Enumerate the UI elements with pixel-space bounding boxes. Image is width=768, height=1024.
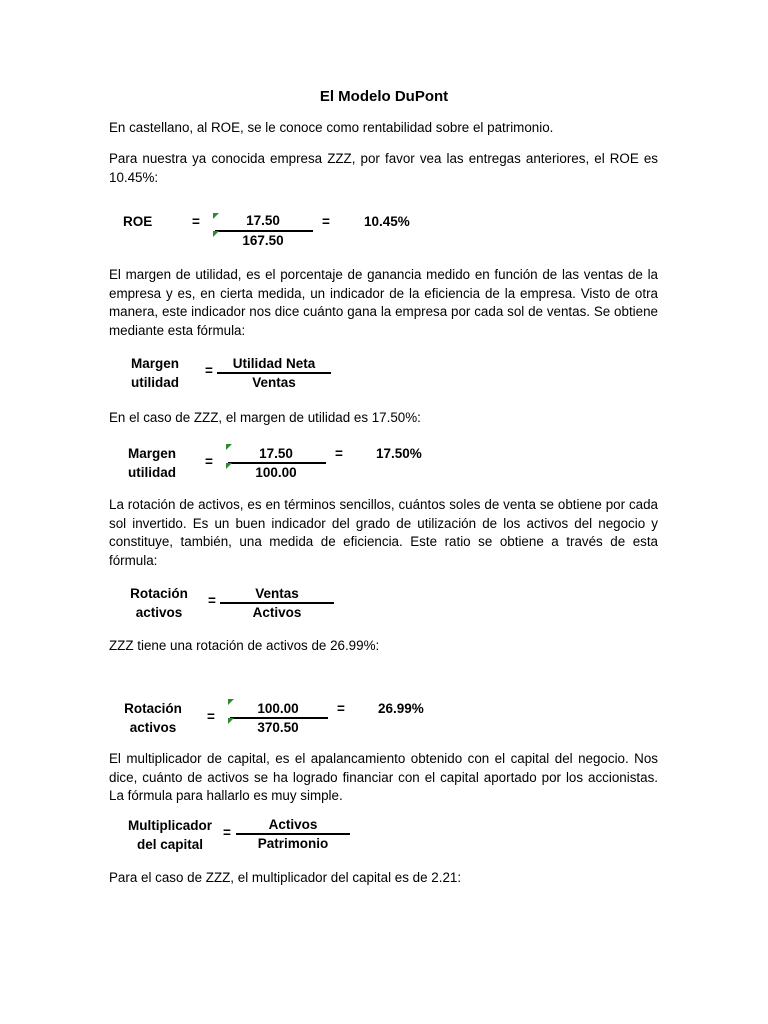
fraction-bar bbox=[220, 602, 334, 604]
margen-denominator: Ventas bbox=[252, 375, 296, 390]
fraction-bar bbox=[236, 833, 350, 835]
equals-sign: = bbox=[335, 446, 343, 461]
paragraph-multiplicador-intro: El multiplicador de capital, es el apalancamiento obtenido con el capital del negocio. Nos dice, cuánto de activos se ha logrado financiar con el capital aportado por los accionistas. La fórmula para hallarlo es muy simple. bbox=[109, 751, 658, 803]
roe-denominator: 167.50 bbox=[242, 233, 284, 248]
fraction-bar bbox=[230, 717, 328, 719]
roe-result: 10.45% bbox=[364, 214, 410, 229]
paragraph-roe-intro: En castellano, al ROE, se le conoce como rentabilidad sobre el patrimonio. bbox=[109, 120, 554, 135]
equals-sign: = bbox=[192, 214, 200, 229]
paragraph-rotacion-intro: La rotación de activos, es en términos sencillos, cuántos soles de venta se obtiene por cada sol invertido. Es un buen indicador del grado de utilización de los activos del negocio y constituye, también, una medida de eficiencia. Este ratio se obtiene a través de esta fórmula: bbox=[109, 497, 658, 568]
fraction-bar bbox=[215, 230, 313, 232]
paragraph-roe-zzz: Para nuestra ya conocida empresa ZZZ, por favor vea las entregas anteriores, el ROE es 10.45%: bbox=[109, 151, 658, 185]
margen-label-line2: utilidad bbox=[128, 465, 176, 480]
rotacion-numerator: 100.00 bbox=[257, 701, 299, 716]
document-title: El Modelo DuPont bbox=[319, 88, 449, 105]
paragraph-margen-zzz: En el caso de ZZZ, el margen de utilidad es 17.50%: bbox=[109, 410, 421, 425]
multiplicador-label-line1: Multiplicador bbox=[128, 818, 212, 833]
rotacion-label-line1: Rotación bbox=[130, 586, 188, 601]
rotacion-result: 26.99% bbox=[378, 701, 424, 716]
rotacion-denominator: 370.50 bbox=[257, 720, 299, 735]
roe-label: ROE bbox=[123, 214, 153, 229]
fraction-bar bbox=[228, 462, 326, 464]
margen-result: 17.50% bbox=[376, 446, 422, 461]
equals-sign: = bbox=[322, 214, 330, 229]
fraction-bar bbox=[217, 372, 331, 374]
margen-numerator: 17.50 bbox=[259, 446, 293, 461]
multiplicador-numerator: Activos bbox=[268, 817, 318, 832]
rotacion-label-line2: activos bbox=[129, 720, 177, 735]
paragraph-rotacion-zzz: ZZZ tiene una rotación de activos de 26.99%: bbox=[109, 638, 380, 653]
margen-denominator: 100.00 bbox=[255, 465, 297, 480]
paragraph-margen-intro: El margen de utilidad, es el porcentaje de ganancia medido en función de las ventas de la empresa y es, en cierta medida, un indicador de la eficiencia de la empresa. Visto de otra manera, este indicador nos dice cuánto gana la empresa por cada sol de ventas. Se obtiene mediante esta fórmula: bbox=[109, 267, 658, 338]
rotacion-label-line1: Rotación bbox=[124, 701, 182, 716]
rotacion-denominator: Activos bbox=[252, 605, 302, 620]
equals-sign: = bbox=[208, 593, 216, 608]
multiplicador-label-line2: del capital bbox=[136, 837, 204, 852]
equals-sign: = bbox=[205, 363, 213, 378]
paragraph-multiplicador-zzz: Para el caso de ZZZ, el multiplicador del capital es de 2.21: bbox=[109, 870, 462, 885]
margen-label-line1: Margen bbox=[130, 356, 179, 371]
rotacion-label-line2: activos bbox=[135, 605, 183, 620]
equals-sign: = bbox=[337, 701, 345, 716]
roe-numerator: 17.50 bbox=[246, 213, 280, 228]
equals-sign: = bbox=[223, 825, 231, 840]
rotacion-numerator: Ventas bbox=[255, 586, 299, 601]
multiplicador-denominator: Patrimonio bbox=[257, 836, 329, 851]
margen-label-line1: Margen bbox=[127, 446, 176, 461]
margen-label-line2: utilidad bbox=[131, 375, 179, 390]
equals-sign: = bbox=[205, 454, 213, 469]
margen-numerator: Utilidad Neta bbox=[232, 356, 316, 371]
equals-sign: = bbox=[207, 709, 215, 724]
